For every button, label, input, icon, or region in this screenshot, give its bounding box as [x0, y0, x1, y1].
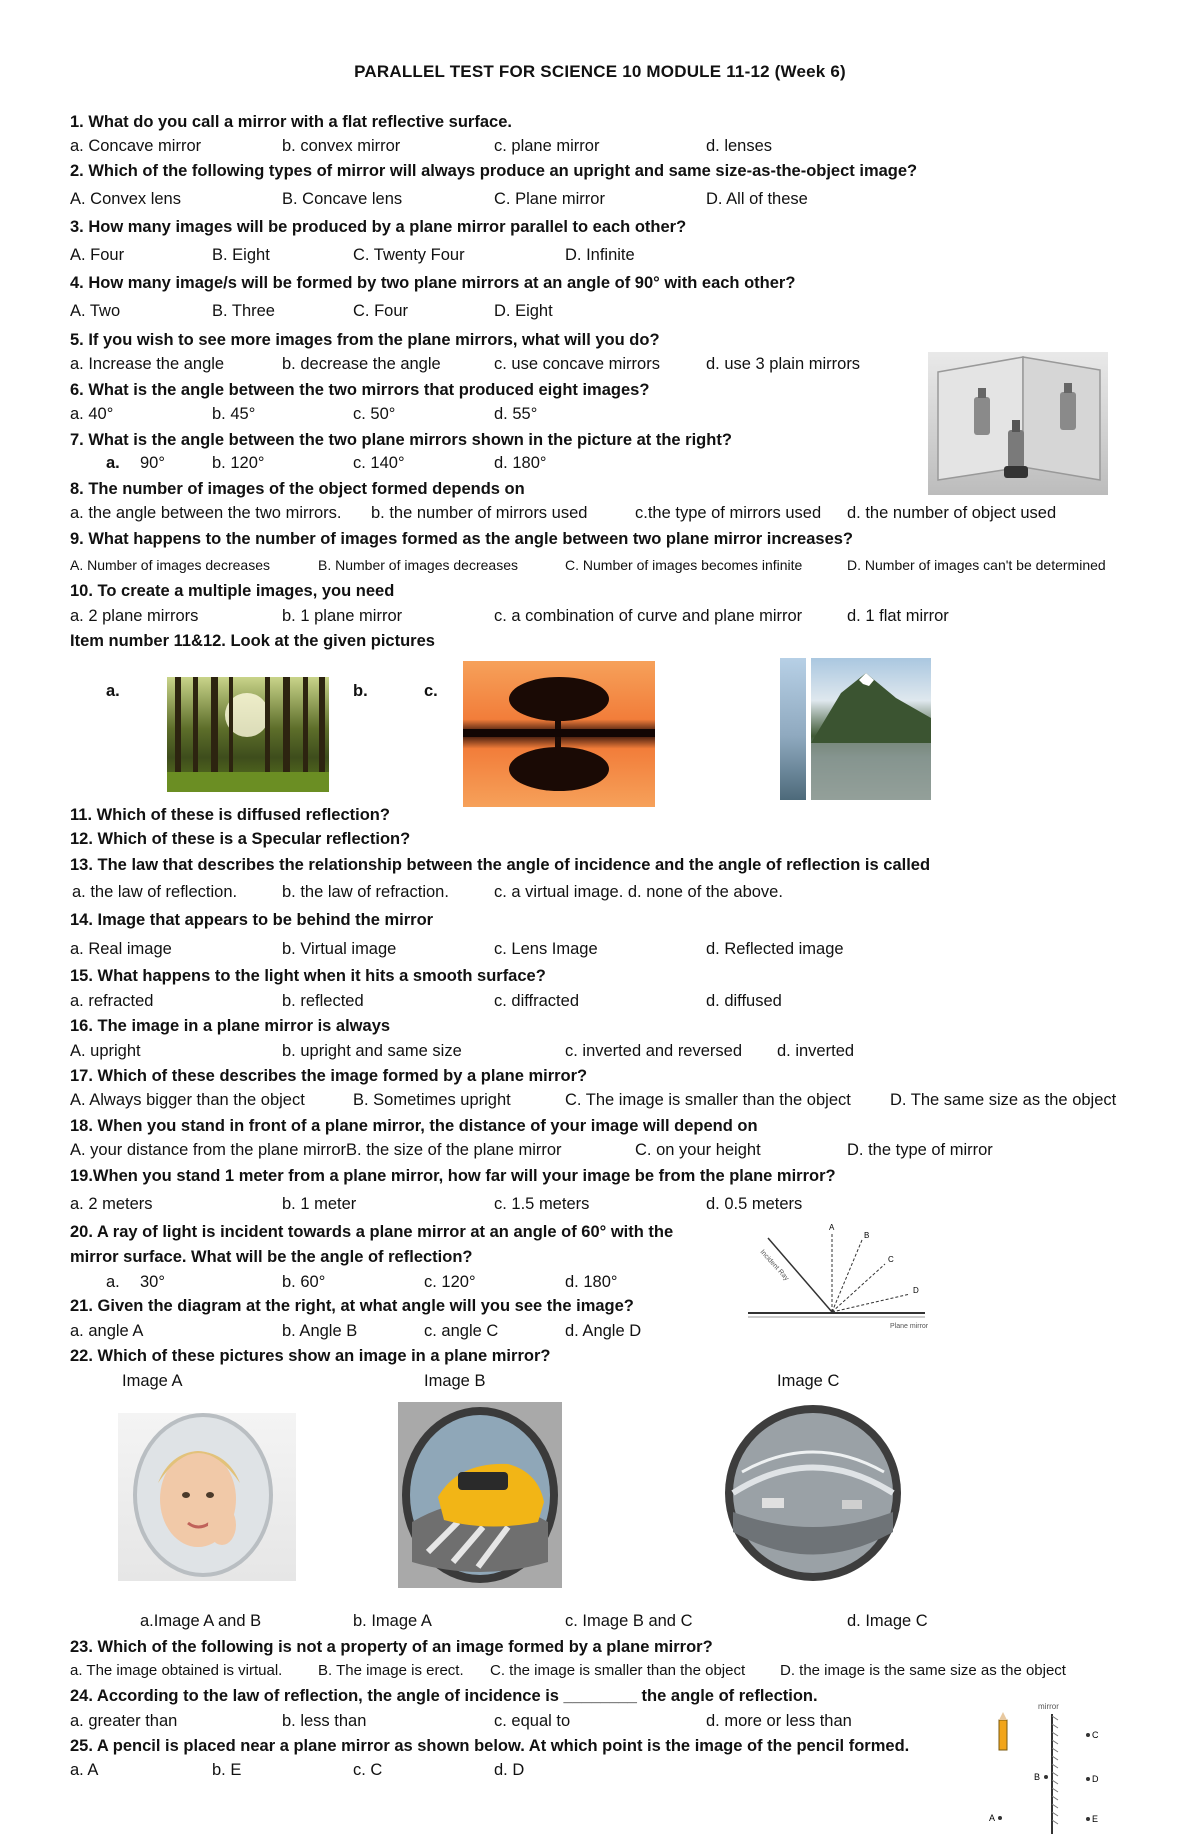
diagram-label-b: B — [864, 1231, 870, 1240]
picture-label-b: b. — [353, 682, 368, 700]
lake-photo-strip — [780, 658, 806, 800]
option: c. a virtual image. d. none of the above. — [494, 883, 783, 901]
question-22: 22. Which of these pictures show an image in a plane mirror? — [70, 1347, 551, 1365]
option: b. less than — [282, 1712, 367, 1730]
option: d. 180° — [494, 454, 547, 472]
option: d. 55° — [494, 405, 538, 423]
option: b. 1 plane mirror — [282, 607, 403, 625]
option: c. Lens Image — [494, 940, 598, 958]
mountain-lake-photo — [811, 658, 931, 800]
option: a. — [106, 1273, 120, 1291]
image-a-label: Image A — [122, 1372, 183, 1390]
option: B. Three — [212, 302, 275, 320]
option: a. the law of reflection. — [72, 883, 238, 901]
option: 90° — [140, 454, 165, 472]
option: B. Sometimes upright — [353, 1091, 511, 1109]
question-7: 7. What is the angle between the two plane mirrors shown in the picture at the right? — [70, 431, 732, 449]
question-13: 13. The law that describes the relationship between the angle of incidence and the angle of reflection is called — [70, 856, 931, 874]
incident-ray-label: Incident Ray — [758, 1248, 790, 1283]
option: c. 1.5 meters — [494, 1195, 590, 1213]
option: D. Infinite — [565, 246, 635, 264]
option: b. 1 meter — [282, 1195, 357, 1213]
question-9: 9. What happens to the number of images formed as the angle between two plane mirror increases? — [70, 530, 854, 548]
option: C. on your height — [635, 1141, 761, 1159]
option: A. your distance from the plane mirrorB. the size of the plane mirror — [70, 1141, 562, 1159]
option: d. 0.5 meters — [706, 1195, 803, 1213]
option: D. the image is the same size as the object — [780, 1662, 1066, 1679]
option: b. Virtual image — [282, 940, 397, 958]
reflection-angle-diagram — [740, 1220, 935, 1340]
question-20: 20. A ray of light is incident towards a plane mirror at an angle of 60° with the — [70, 1223, 674, 1241]
option: B. The image is erect. — [318, 1662, 464, 1679]
option: d. Image C — [847, 1612, 928, 1630]
option: b. Image A — [353, 1612, 432, 1630]
picture-label-a: a. — [106, 682, 120, 700]
question-24: 24. According to the law of reflection, the angle of incidence is ________ the angle of reflection. — [70, 1687, 818, 1705]
option: D. the type of mirror — [847, 1141, 993, 1159]
option: b. reflected — [282, 992, 364, 1010]
forest-photo — [167, 677, 329, 792]
option: a. — [106, 454, 120, 472]
option: a. The image obtained is virtual. — [70, 1662, 283, 1679]
question-12: 12. Which of these is a Specular reflection? — [70, 830, 411, 848]
option: b. the number of mirrors used — [371, 504, 588, 522]
image-b-label: Image B — [424, 1372, 486, 1390]
option: A. Convex lens — [70, 190, 181, 208]
option: b. 60° — [282, 1273, 326, 1291]
question-19: 19.When you stand 1 meter from a plane mirror, how far will your image be from the plane mirror? — [70, 1167, 836, 1185]
option: D. The same size as the object — [890, 1091, 1117, 1109]
option: a. 2 plane mirrors — [70, 607, 199, 625]
option: c. a combination of curve and plane mirror — [494, 607, 803, 625]
question-4: 4. How many image/s will be formed by two plane mirrors at an angle of 90° with each other? — [70, 274, 796, 292]
option: d. lenses — [706, 137, 773, 155]
option: a. Increase the angle — [70, 355, 225, 373]
image-c-label: Image C — [777, 1372, 840, 1390]
option: a.Image A and B — [140, 1612, 262, 1630]
point-a-label: A — [989, 1813, 996, 1823]
option: b. convex mirror — [282, 137, 401, 155]
option: B. Concave lens — [282, 190, 403, 208]
option: d. the number of object used — [847, 504, 1057, 522]
diagram-label-c: C — [888, 1255, 894, 1264]
option: C. Number of images becomes infinite — [565, 557, 803, 573]
option: b. 120° — [212, 454, 265, 472]
option: c. 140° — [353, 454, 405, 472]
option: d. Reflected image — [706, 940, 844, 958]
option: a. 2 meters — [70, 1195, 153, 1213]
option: c. Image B and C — [565, 1612, 693, 1630]
question-18: 18. When you stand in front of a plane mirror, the distance of your image will depend on — [70, 1117, 758, 1135]
question-8: 8. The number of images of the object formed depends on — [70, 480, 525, 498]
tree-reflection-photo — [463, 661, 655, 807]
option: a. angle A — [70, 1322, 144, 1340]
option: 30° — [140, 1273, 165, 1291]
option: C. The image is smaller than the object — [565, 1091, 851, 1109]
option: d. 180° — [565, 1273, 618, 1291]
option: b. the law of refraction. — [282, 883, 449, 901]
option: a. Concave mirror — [70, 137, 202, 155]
image-c-photo — [722, 1402, 904, 1584]
diagram-label-d: D — [913, 1286, 919, 1295]
plane-mirror-label: Plane mirror — [890, 1323, 929, 1330]
page-title: PARALLEL TEST FOR SCIENCE 10 MODULE 11-12 (Week 6) — [354, 62, 846, 81]
question-1: 1. What do you call a mirror with a flat reflective surface. — [70, 113, 512, 131]
option: a. 40° — [70, 405, 114, 423]
question-6: 6. What is the angle between the two mirrors that produced eight images? — [70, 381, 650, 399]
option: D. Number of images can't be determined — [847, 557, 1106, 573]
question-5: 5. If you wish to see more images from the plane mirrors, what will you do? — [70, 331, 660, 349]
option: c. C — [353, 1761, 383, 1779]
point-b-label: B — [1034, 1772, 1041, 1782]
option: c. use concave mirrors — [494, 355, 660, 373]
option: a. refracted — [70, 992, 154, 1010]
question-20-line2: mirror surface. What will be the angle of reflection? — [70, 1248, 473, 1266]
option: B. Eight — [212, 246, 270, 264]
option: c. inverted and reversed — [565, 1042, 743, 1060]
pencil-mirror-diagram — [986, 1700, 1116, 1834]
option: C. Four — [353, 302, 409, 320]
question-15: 15. What happens to the light when it hits a smooth surface? — [70, 967, 546, 985]
mirror-label: mirror — [1038, 1702, 1059, 1711]
option: c. diffracted — [494, 992, 579, 1010]
point-c-label: C — [1092, 1730, 1099, 1740]
option: d. D — [494, 1761, 525, 1779]
option: A. Four — [70, 246, 125, 264]
option: D. All of these — [706, 190, 808, 208]
option: B. Number of images decreases — [318, 557, 518, 573]
image-b-photo — [398, 1402, 562, 1588]
option: a. the angle between the two mirrors. — [70, 504, 342, 522]
option: c.the type of mirrors used — [635, 504, 822, 522]
option: c. 120° — [424, 1273, 476, 1291]
question-17: 17. Which of these describes the image formed by a plane mirror? — [70, 1067, 588, 1085]
image-a-photo — [118, 1413, 296, 1581]
question-23: 23. Which of the following is not a property of an image formed by a plane mirror? — [70, 1638, 713, 1656]
option: C. Plane mirror — [494, 190, 605, 208]
option: a. greater than — [70, 1712, 178, 1730]
option: d. 1 flat mirror — [847, 607, 949, 625]
question-21: 21. Given the diagram at the right, at what angle will you see the image? — [70, 1297, 634, 1315]
option: a. A — [70, 1761, 99, 1779]
question-16: 16. The image in a plane mirror is always — [70, 1017, 391, 1035]
option: A. Number of images decreases — [70, 557, 270, 573]
question-10: 10. To create a multiple images, you need — [70, 582, 395, 600]
option: C. Twenty Four — [353, 246, 465, 264]
question-2: 2. Which of the following types of mirror will always produce an upright and same size-as-the-object image? — [70, 162, 918, 180]
option: c. angle C — [424, 1322, 499, 1340]
option: d. diffused — [706, 992, 782, 1010]
option: b. 45° — [212, 405, 256, 423]
diagram-label-a: A — [829, 1223, 835, 1232]
option: D. Eight — [494, 302, 553, 320]
option: d. Angle D — [565, 1322, 642, 1340]
picture-label-c: c. — [424, 682, 438, 700]
option: a. Real image — [70, 940, 172, 958]
option: b. E — [212, 1761, 242, 1779]
option: b. Angle B — [282, 1322, 358, 1340]
option: c. equal to — [494, 1712, 571, 1730]
option: d. use 3 plain mirrors — [706, 355, 861, 373]
option: d. inverted — [777, 1042, 855, 1060]
option: A. Two — [70, 302, 121, 320]
option: d. more or less than — [706, 1712, 852, 1730]
option: c. 50° — [353, 405, 396, 423]
question-14: 14. Image that appears to be behind the mirror — [70, 911, 434, 929]
question-25: 25. A pencil is placed near a plane mirror as shown below. At which point is the image of the pencil formed. — [70, 1737, 910, 1755]
question-11: 11. Which of these is diffused reflection? — [70, 806, 390, 824]
option: b. upright and same size — [282, 1042, 462, 1060]
item-heading: Item number 11&12. Look at the given pictures — [70, 632, 435, 650]
option: C. the image is smaller than the object — [490, 1662, 746, 1679]
question-3: 3. How many images will be produced by a plane mirror parallel to each other? — [70, 218, 687, 236]
two-mirrors-photo — [928, 352, 1108, 495]
option: c. plane mirror — [494, 137, 600, 155]
option: b. decrease the angle — [282, 355, 441, 373]
option: A. Always bigger than the object — [70, 1091, 305, 1109]
point-d-label: D — [1092, 1774, 1099, 1784]
point-e-label: E — [1092, 1814, 1099, 1824]
option: A. upright — [70, 1042, 141, 1060]
